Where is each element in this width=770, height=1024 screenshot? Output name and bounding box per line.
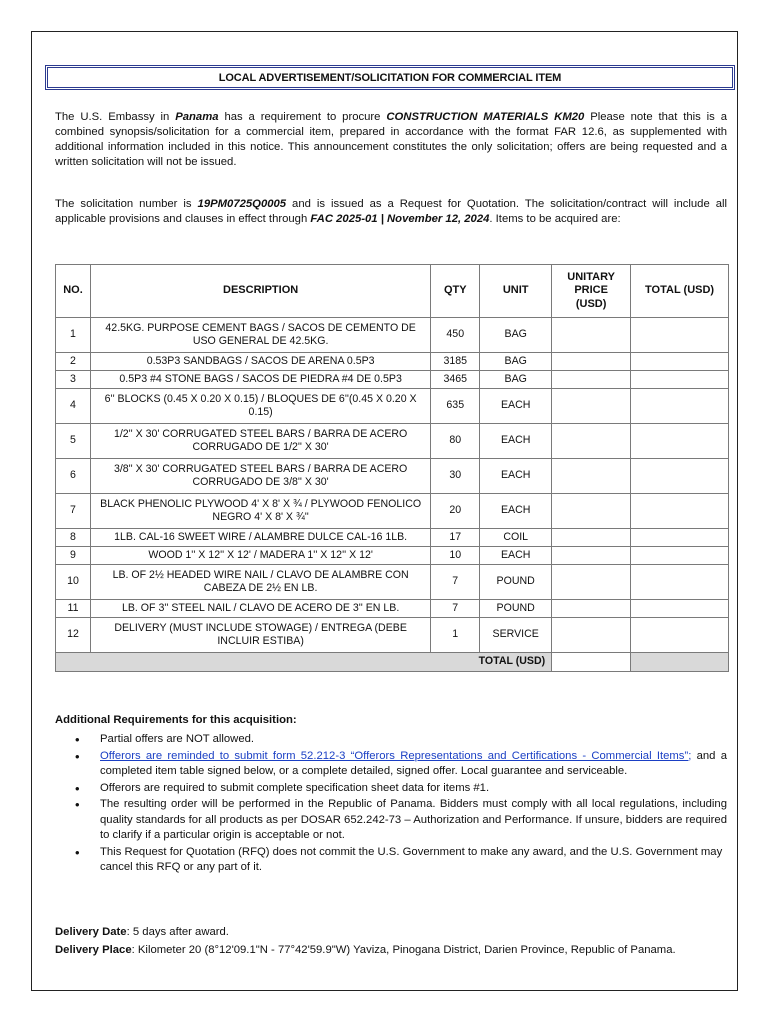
bullet-icon: • <box>75 748 80 764</box>
row-no: 4 <box>56 389 91 424</box>
row-description: LB. OF 2½ HEADED WIRE NAIL / CLAVO DE ALAMBRE CON CABEZA DE 2½ EN LB. <box>90 565 430 600</box>
intro-paragraph <box>55 110 727 170</box>
row-no: 6 <box>56 459 91 494</box>
table-row <box>56 389 729 424</box>
row-qty: 17 <box>431 529 480 547</box>
document-title <box>45 65 735 90</box>
row-unit: SERVICE <box>480 618 552 653</box>
requirement-text: Partial offers are NOT allowed. <box>100 733 255 745</box>
row-total <box>631 318 729 353</box>
row-description: 3/8'' X 30' CORRUGATED STEEL BARS / BARRA DE ACERO CORRUGADO DE 3/8'' X 30' <box>90 459 430 494</box>
row-qty: 3465 <box>431 371 480 389</box>
table-header-row <box>56 265 729 318</box>
form-52-212-3-link[interactable]: Offerors are reminded to submit form 52.212-3 “Offerors Representations and Certifications - Commercial Items”; <box>100 749 692 762</box>
table-row <box>56 547 729 565</box>
solicitation-text-3: . Items to be acquired are: <box>489 213 621 225</box>
bullet-icon: • <box>75 844 80 860</box>
row-total <box>631 494 729 529</box>
row-qty: 7 <box>431 565 480 600</box>
row-description: 6'' BLOCKS (0.45 X 0.20 X 0.15) / BLOQUES DE 6''(0.45 X 0.20 X 0.15) <box>90 389 430 424</box>
total-label: TOTAL (USD) <box>56 653 552 672</box>
document-title-text: LOCAL ADVERTISEMENT/SOLICITATION FOR COMMERCIAL ITEM <box>218 71 562 84</box>
table-row <box>56 318 729 353</box>
row-unitary-price <box>552 547 631 565</box>
row-unitary-price <box>552 618 631 653</box>
list-item <box>55 845 727 876</box>
row-unit: EACH <box>480 389 552 424</box>
total-empty-cell <box>631 653 729 672</box>
header-description: DESCRIPTION <box>90 265 430 318</box>
requirement-text: Offerors are required to submit complete specification sheet data for items #1. <box>100 781 490 794</box>
delivery-place <box>55 942 727 958</box>
list-item <box>55 781 727 797</box>
requirement-text: and a completed item table signed below, or a complete detailed, signed offer. Local guarantee and serviceable. <box>100 749 727 777</box>
delivery-date-label: Delivery Date <box>55 926 127 938</box>
row-total <box>631 529 729 547</box>
row-total <box>631 353 729 371</box>
requirement-text: The resulting order will be performed in the Republic of Panama. Bidders must comply with all local regulations, including quality standards for all products as per DOSAR 652.242-73 – Authorization and Performance. If unsure, bidders are required to clarify if a particular origin is acceptable or not. <box>100 798 727 841</box>
row-unit: BAG <box>480 371 552 389</box>
row-unit: EACH <box>480 547 552 565</box>
requirements-list <box>55 732 727 877</box>
solicitation-number: 19PM0725Q0005 <box>197 198 287 210</box>
row-description: LB. OF 3'' STEEL NAIL / CLAVO DE ACERO DE 3'' EN LB. <box>90 600 430 618</box>
requirements-heading: Additional Requirements for this acquisition: <box>55 714 297 726</box>
solicitation-text-2: and is issued as a Request for Quotation. The solicitation/contract will include all applicable provisions and clauses in effect through <box>55 198 727 225</box>
table-total-row <box>56 653 729 672</box>
row-unit: POUND <box>480 565 552 600</box>
bullet-icon: • <box>75 780 80 796</box>
row-unit: EACH <box>480 459 552 494</box>
requirement-text: This Request for Quotation (RFQ) does not commit the U.S. Government to make any award, and the U.S. Government may cancel this RFQ or any part of it. <box>100 845 723 873</box>
table-row <box>56 618 729 653</box>
row-description: BLACK PHENOLIC PLYWOOD 4' X 8' X ¾ / PLYWOOD FENOLICO NEGRO 4' X 8' X ¾'' <box>90 494 430 529</box>
row-no: 11 <box>56 600 91 618</box>
row-no: 10 <box>56 565 91 600</box>
row-description: 0.53P3 SANDBAGS / SACOS DE ARENA 0.5P3 <box>90 353 430 371</box>
items-table <box>55 264 729 672</box>
row-unitary-price <box>552 529 631 547</box>
row-qty: 80 <box>431 424 480 459</box>
delivery-place-label: Delivery Place <box>55 944 132 956</box>
intro-text-3: Please note that this is a combined synopsis/solicitation for a commercial item, prepared in accordance with the format FAR 12.6, as supplemented with additional information included in this notice. This announcement constitutes the only solicitation; offers are being requested and a written solicitation will not be issued. <box>55 111 727 168</box>
row-description: 1/2'' X 30' CORRUGATED STEEL BARS / BARRA DE ACERO CORRUGADO DE 1/2'' X 30' <box>90 424 430 459</box>
row-no: 9 <box>56 547 91 565</box>
row-unitary-price <box>552 424 631 459</box>
row-unit: BAG <box>480 318 552 353</box>
row-unit: EACH <box>480 494 552 529</box>
header-total: TOTAL (USD) <box>631 265 729 318</box>
row-no: 7 <box>56 494 91 529</box>
total-value-cell <box>552 653 631 672</box>
row-description: 0.5P3 #4 STONE BAGS / SACOS DE PIEDRA #4 DE 0.5P3 <box>90 371 430 389</box>
row-qty: 450 <box>431 318 480 353</box>
row-unitary-price <box>552 600 631 618</box>
intro-text-2: has a requirement to procure <box>218 111 387 123</box>
row-unit: POUND <box>480 600 552 618</box>
row-total <box>631 600 729 618</box>
intro-project: CONSTRUCTION MATERIALS KM20 <box>386 111 585 123</box>
list-item <box>55 797 727 844</box>
row-unitary-price <box>552 565 631 600</box>
solicitation-paragraph <box>55 197 727 227</box>
row-description: 42.5KG. PURPOSE CEMENT BAGS / SACOS DE CEMENTO DE USO GENERAL DE 42.5KG. <box>90 318 430 353</box>
table-row <box>56 600 729 618</box>
row-unitary-price <box>552 318 631 353</box>
row-description: 1LB. CAL-16 SWEET WIRE / ALAMBRE DULCE CAL-16 1LB. <box>90 529 430 547</box>
delivery-date-value: : 5 days after award. <box>126 926 229 938</box>
solicitation-fac: FAC 2025-01 | November 12, 2024 <box>310 213 490 225</box>
row-total <box>631 389 729 424</box>
row-qty: 3185 <box>431 353 480 371</box>
row-unitary-price <box>552 459 631 494</box>
row-no: 8 <box>56 529 91 547</box>
table-row <box>56 353 729 371</box>
row-no: 12 <box>56 618 91 653</box>
row-no: 1 <box>56 318 91 353</box>
row-description: DELIVERY (MUST INCLUDE STOWAGE) / ENTREGA (DEBE INCLUIR ESTIBA) <box>90 618 430 653</box>
table-row <box>56 371 729 389</box>
table-row <box>56 424 729 459</box>
row-no: 5 <box>56 424 91 459</box>
row-unit: EACH <box>480 424 552 459</box>
row-unitary-price <box>552 353 631 371</box>
table-row <box>56 565 729 600</box>
row-unit: COIL <box>480 529 552 547</box>
bullet-icon: • <box>75 732 80 747</box>
header-no: NO. <box>56 265 91 318</box>
row-total <box>631 547 729 565</box>
row-qty: 635 <box>431 389 480 424</box>
list-item <box>55 749 727 780</box>
table-row <box>56 494 729 529</box>
header-unit: UNIT <box>480 265 552 318</box>
row-qty: 10 <box>431 547 480 565</box>
bullet-icon: • <box>75 797 80 812</box>
table-row <box>56 459 729 494</box>
row-unitary-price <box>552 494 631 529</box>
row-qty: 30 <box>431 459 480 494</box>
row-total <box>631 424 729 459</box>
list-item <box>55 732 727 748</box>
intro-country: Panama <box>175 111 219 123</box>
row-qty: 7 <box>431 600 480 618</box>
row-total <box>631 459 729 494</box>
row-unit: BAG <box>480 353 552 371</box>
row-no: 2 <box>56 353 91 371</box>
row-qty: 1 <box>431 618 480 653</box>
row-total <box>631 618 729 653</box>
header-unitary-price: UNITARY PRICE (USD) <box>552 265 631 318</box>
delivery-place-value: : Kilometer 20 (8°12'09.1"N - 77°42'59.9"W) Yaviza, Pinogana District, Darien Province, Republic of Panama. <box>131 944 676 956</box>
table-row <box>56 529 729 547</box>
row-unitary-price <box>552 389 631 424</box>
solicitation-text-1: The solicitation number is <box>55 198 198 210</box>
row-no: 3 <box>56 371 91 389</box>
row-total <box>631 565 729 600</box>
row-total <box>631 371 729 389</box>
row-description: WOOD 1'' X 12'' X 12' / MADERA 1'' X 12'' X 12' <box>90 547 430 565</box>
row-unitary-price <box>552 371 631 389</box>
delivery-date <box>55 924 727 940</box>
row-qty: 20 <box>431 494 480 529</box>
intro-text-1: The U.S. Embassy in <box>55 111 176 123</box>
header-qty: QTY <box>431 265 480 318</box>
